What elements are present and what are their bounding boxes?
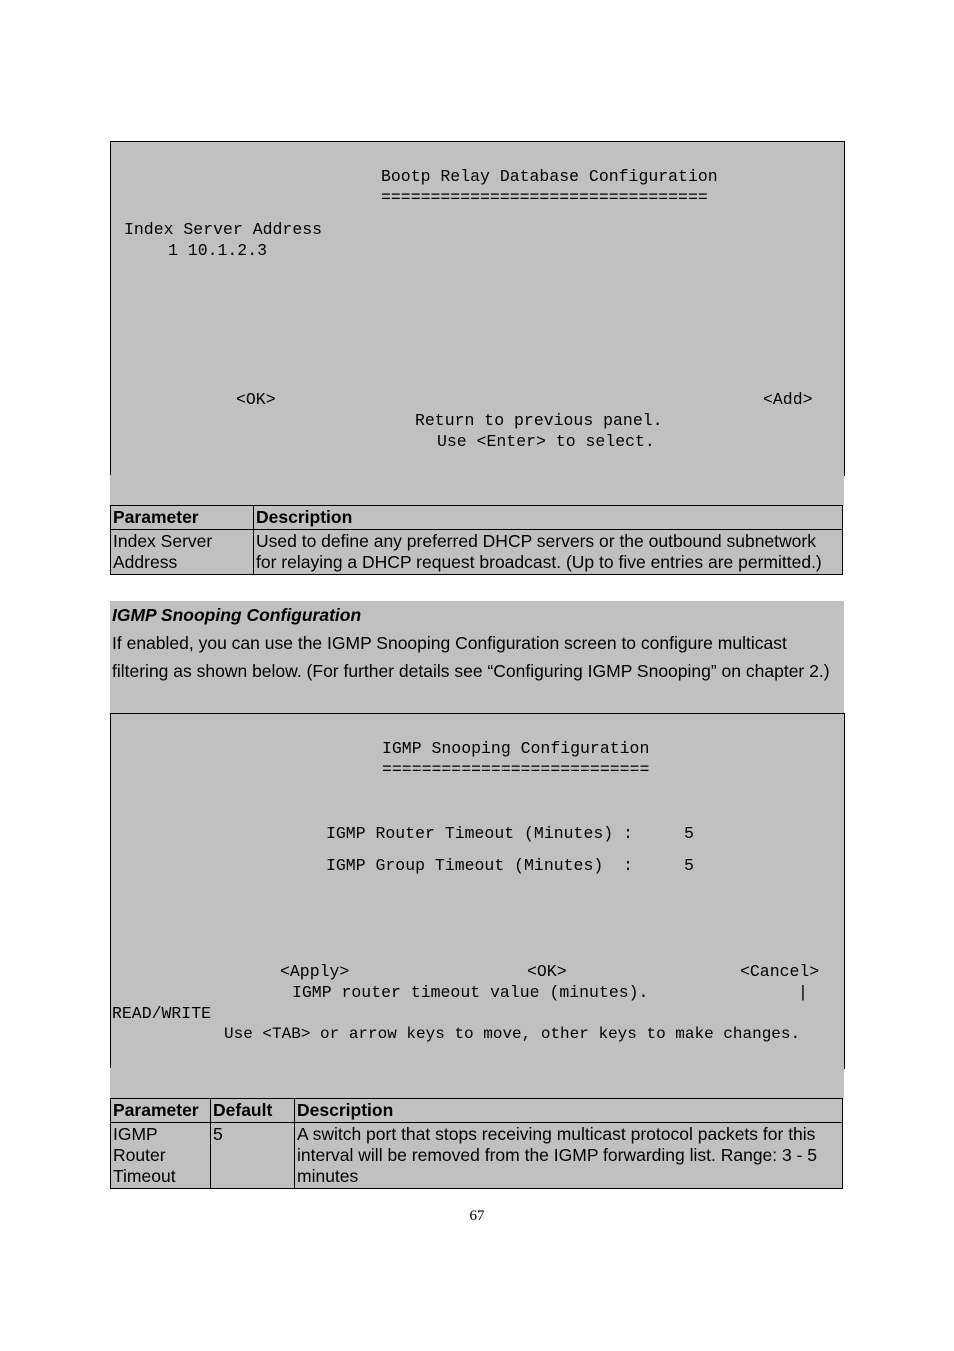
help-line-return: Return to previous panel. [415, 411, 663, 430]
gray-spacer [110, 1068, 844, 1098]
group-timeout-field[interactable]: 5 [684, 856, 694, 875]
cancel-button[interactable]: <Cancel> [740, 962, 820, 981]
cell-parameter: Index Server Address [111, 530, 254, 575]
cell-description: Used to define any preferred DHCP servers or the outbound subnetwork for relaying a DHCP request broadcast. (Up to five entries are permitted.) [254, 530, 843, 575]
router-timeout-field[interactable]: 5 [684, 824, 694, 843]
section-body: If enabled, you can use the IGMP Snooping Configuration screen to configure multicast filtering as shown below. (For further details see “Configuring IGMP Snooping” on chapter 2.) [112, 633, 830, 681]
status-mode: READ/WRITE [112, 1004, 212, 1023]
status-separator: | [798, 983, 808, 1002]
bootp-parameter-table [110, 505, 843, 575]
header-default: Default [211, 1099, 295, 1123]
table-row [111, 530, 843, 575]
cell-default: 5 [211, 1123, 295, 1189]
header-description: Description [254, 506, 843, 530]
header-parameter: Parameter [111, 506, 254, 530]
igmp-terminal-panel [110, 713, 845, 1069]
bootp-entry-row[interactable]: 1 10.1.2.3 [168, 241, 268, 260]
add-button[interactable]: <Add> [763, 390, 813, 409]
bootp-columns-header: Index Server Address [124, 220, 323, 239]
group-timeout-label: IGMP Group Timeout (Minutes) : [326, 856, 643, 875]
table-header-row [111, 506, 843, 530]
table-row [111, 1123, 843, 1189]
cell-parameter: IGMP Router Timeout [111, 1123, 211, 1189]
igmp-section-text [110, 601, 844, 713]
bootp-panel-title: Bootp Relay Database Configuration [381, 167, 718, 186]
apply-button[interactable]: <Apply> [280, 962, 350, 981]
igmp-panel-title: IGMP Snooping Configuration [382, 739, 650, 758]
cell-description: A switch port that stops receiving multicast protocol packets for this interval will be removed from the IGMP forwarding list. Range: 3 - 5 minutes [295, 1123, 843, 1189]
keys-help-text: Use <TAB> or arrow keys to move, other keys to make changes. [224, 1025, 801, 1043]
header-description: Description [295, 1099, 843, 1123]
ok-button[interactable]: <OK> [527, 962, 567, 981]
gray-spacer [110, 475, 844, 505]
igmp-parameter-table [110, 1098, 843, 1189]
ok-button[interactable]: <OK> [236, 390, 276, 409]
status-help-text: IGMP router timeout value (minutes). [292, 983, 649, 1002]
bootp-panel-underline: ================================= [381, 188, 708, 207]
section-heading: IGMP Snooping Configuration [112, 605, 362, 625]
igmp-panel-underline: =========================== [382, 760, 650, 779]
help-line-enter: Use <Enter> to select. [437, 432, 655, 451]
page-number: 67 [469, 1208, 485, 1224]
router-timeout-label: IGMP Router Timeout (Minutes) : [326, 824, 643, 843]
header-parameter: Parameter [111, 1099, 211, 1123]
bootp-terminal-panel [110, 141, 845, 476]
table-header-row [111, 1099, 843, 1123]
